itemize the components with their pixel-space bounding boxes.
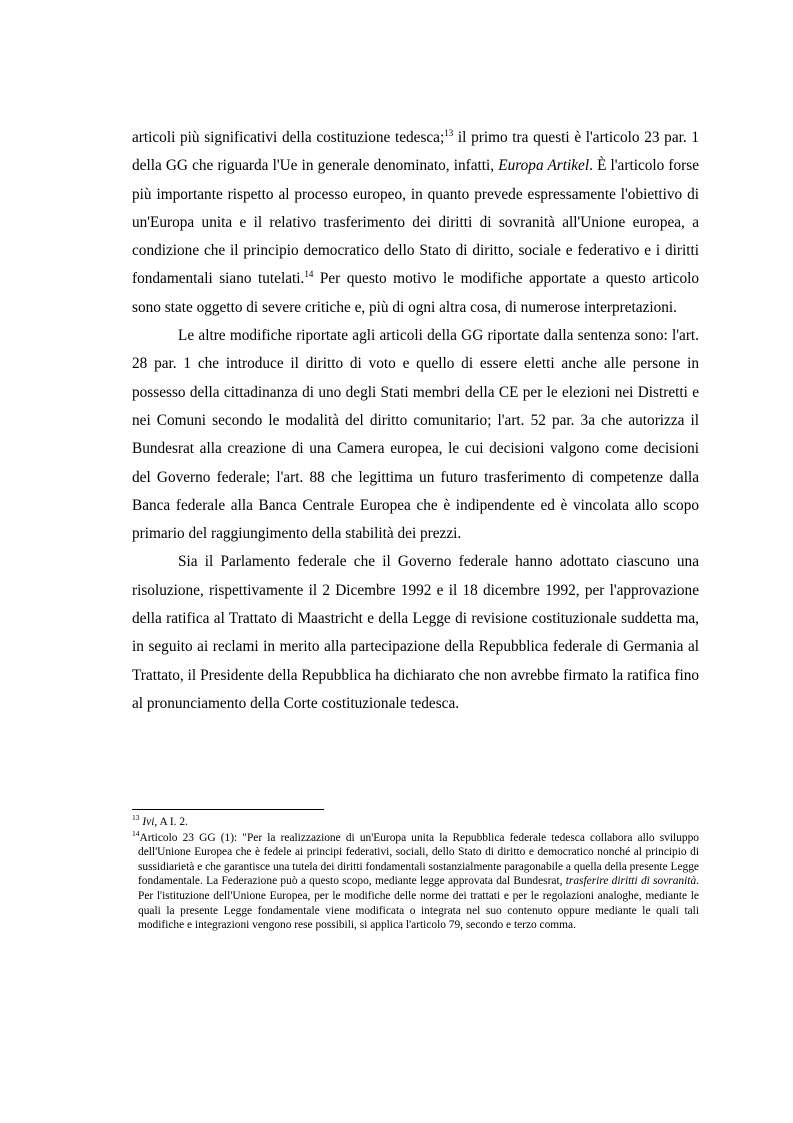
- text-run: . Per l'istituzione dell'Unione Europea, per le modifiche delle norme dei trattati e per le regolazioni analoghe, mediante le quali la presente Legge fondamentale viene modificata o integrata nel suo contenuto oppure mediante le quali tali modifiche e integrazioni vengono rese possibili, si applica l'articolo 79, secondo e terzo comma.: [138, 875, 699, 932]
- paragraph: [132, 322, 699, 548]
- text-run: Articolo 23 GG (1): "Per la realizzazione di un'Europa unita la Repubblica federale tedesca collabora allo sviluppo dell'Unione Europea che è fedele ai principi federativi, sociali, dello Stato di diritto e democratico nonché al principio di sussidiarietà e che garantisce una tutela dei diritti fondamentali sostanzialmente paragonabile a quella della presente Legge fondamentale. La Federazione può a questo scopo, mediante legge approvata dal Bundesrat,: [138, 831, 699, 888]
- body-text: [132, 124, 699, 718]
- text-run: . È l'articolo forse più importante rispetto al processo europeo, in quanto prevede espressamente l'obiettivo di un'Europa unita e il relativo trasferimento dei diritti di sovranità all'Unione europea, a condizione che il principio democratico dello Stato di diritto, sociale e federativo e i diritti fondamentali siano tutelati.: [132, 157, 700, 288]
- text-run: Per questo motivo le modifiche apportate a questo articolo sono state oggetto di severe critiche e, più di ogni altra cosa, di numerose interpretazioni.: [132, 270, 699, 316]
- footnote-ref: 13: [444, 127, 454, 138]
- italic-text: trasferire diritti di sovranità: [565, 875, 697, 888]
- footnote: [132, 815, 699, 830]
- text-run: Sia il Parlamento federale che il Governo federale hanno adottato ciascuno una risoluzione, rispettivamente il 2 Dicembre 1992 e il 18 dicembre 1992, per l'approvazione della ratifica al Trattato di Maastricht e della Legge di revisione costituzionale suddetta ma, in seguito ai reclami in merito alla partecipazione della Repubblica federale di Germania al Trattato, il Presidente della Repubblica ha dichiarato che non avrebbe firmato la ratifica fino al pronunciamento della Corte costituzionale tedesca.: [132, 553, 699, 712]
- text-run: Le altre modifiche riportate agli articoli della GG riportate dalla sentenza sono: l'art. 28 par. 1 che introduce il diritto di voto e quello di essere eletti anche alle persone in possesso della cittadinanza di uno degli Stati membri della CE per le elezioni nei Distretti e nei Comuni secondo le modalità del diritto comunitario; l'art. 52 par. 3a che autorizza il Bundesrat alla creazione di una Camera europea, le cui decisioni valgono come decisioni del Governo federale; l'art. 88 che legittima un futuro trasferimento di competenze dalla Banca federale alla Banca Centrale Europea che è indipendente ed è vincolata allo scopo primario del raggiungimento della stabilità dei prezzi.: [132, 327, 699, 543]
- italic-text: Ivi: [142, 816, 155, 828]
- footnote-ref: 14: [132, 828, 140, 838]
- footnote: [132, 828, 699, 933]
- footnote-ref: 14: [304, 269, 314, 280]
- text-run: articoli più significativi della costituzione tedesca;: [132, 129, 445, 146]
- text-run: , A I. 2.: [154, 816, 188, 828]
- footnote-ref: 13: [132, 813, 140, 823]
- footnotes: [132, 815, 699, 934]
- paragraph: [132, 548, 699, 718]
- italic-text: Europa Artikel: [498, 157, 590, 175]
- footnote-separator: [132, 809, 324, 810]
- text-run: il primo tra questi è l'articolo 23 par. 1 della GG che riguarda l'Ue in generale denominato, infatti,: [132, 129, 700, 175]
- paragraph: [132, 124, 699, 322]
